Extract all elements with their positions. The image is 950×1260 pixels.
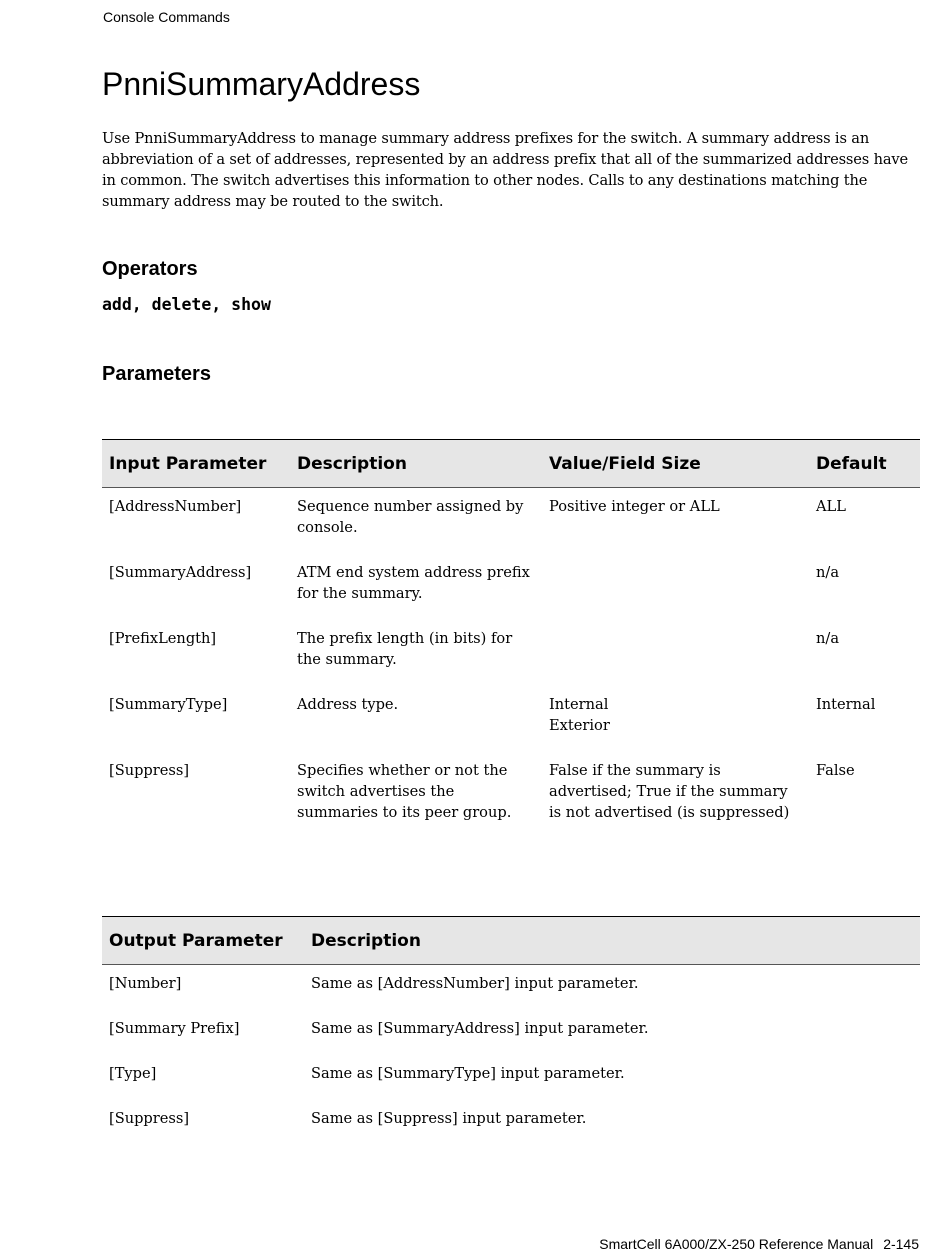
parameter-default: ALL (816, 498, 846, 515)
parameter-description: Specifies whether or not the switch advertises the summaries to its peer group. (297, 762, 512, 821)
parameters-heading: Parameters (102, 363, 211, 385)
page-number: 2-145 (883, 1236, 919, 1252)
parameter-value: Positive integer or ALL (549, 498, 720, 515)
parameter-value: Internal Exterior (549, 696, 610, 734)
parameter-name: [Number] (109, 975, 182, 992)
parameter-name: [PrefixLength] (109, 630, 217, 647)
parameter-value (542, 628, 809, 694)
parameter-description: Same as [Suppress] input parameter. (311, 1110, 587, 1127)
operators-list: add, delete, show (102, 295, 271, 314)
table-header-row (102, 440, 920, 488)
table-row (102, 628, 920, 694)
parameter-description: ATM end system address prefix for the summary. (297, 564, 530, 602)
manual-title: SmartCell 6A000/ZX-250 Reference Manual (599, 1236, 874, 1252)
table-row (102, 694, 920, 760)
column-header: Output Parameter (102, 917, 304, 965)
parameter-default: n/a (816, 630, 840, 647)
parameter-description: The prefix length (in bits) for the summary. (297, 630, 513, 668)
table-row (102, 1018, 920, 1063)
parameter-default: False (816, 762, 855, 779)
intro-paragraph: Use PnniSummaryAddress to manage summary address prefixes for the switch. A summary address is an abbreviation of a set of addresses, represented by an address prefix that all of the summarized addresses have in common. The switch advertises this information to other nodes. Calls to any destinations matching the summary address may be routed to the switch. (102, 130, 908, 210)
operators-heading: Operators (102, 258, 198, 280)
parameter-name: [SummaryType] (109, 696, 228, 713)
input-parameters-table (102, 439, 920, 847)
running-head: Console Commands (103, 9, 230, 25)
column-header: Default (809, 440, 920, 488)
column-header: Description (290, 440, 542, 488)
parameter-description: Same as [SummaryType] input parameter. (311, 1065, 625, 1082)
parameter-description: Sequence number assigned by console. (297, 498, 524, 536)
column-header: Description (304, 917, 920, 965)
table-row (102, 965, 920, 1019)
parameter-name: [AddressNumber] (109, 498, 242, 515)
parameter-default: Internal (816, 696, 876, 713)
table-row (102, 488, 920, 563)
page-title: PnniSummaryAddress (102, 66, 421, 102)
parameter-default: n/a (816, 564, 840, 581)
parameter-name: [SummaryAddress] (109, 564, 252, 581)
table-header-row (102, 917, 920, 965)
parameter-description: Same as [SummaryAddress] input parameter. (311, 1020, 649, 1037)
parameter-name: [Summary Prefix] (109, 1020, 240, 1037)
table-row (102, 562, 920, 628)
parameter-name: [Suppress] (109, 762, 190, 779)
column-header: Input Parameter (102, 440, 290, 488)
parameter-value: False if the summary is advertised; True if the summary is not advertised (is suppressed) (549, 762, 790, 821)
parameter-description: Address type. (297, 696, 399, 713)
table-row (102, 1063, 920, 1108)
column-header: Value/Field Size (542, 440, 809, 488)
page-footer (599, 1236, 919, 1252)
parameter-value (542, 562, 809, 628)
parameter-name: [Type] (109, 1065, 157, 1082)
parameter-description: Same as [AddressNumber] input parameter. (311, 975, 639, 992)
table-row (102, 1108, 920, 1153)
parameter-name: [Suppress] (109, 1110, 190, 1127)
table-row (102, 760, 920, 847)
output-parameters-table (102, 916, 920, 1153)
